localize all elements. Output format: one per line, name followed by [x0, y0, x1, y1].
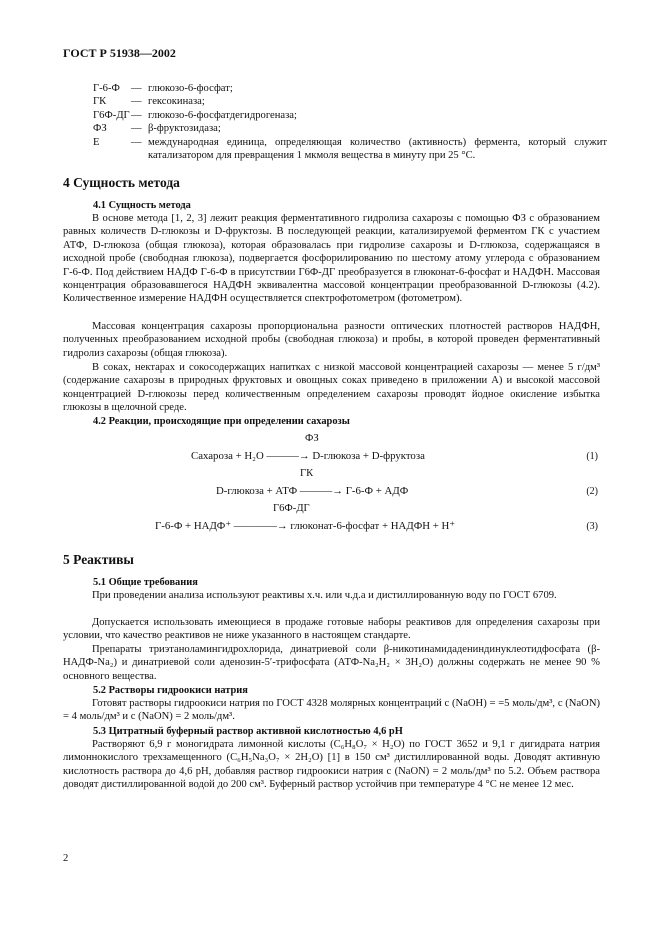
reaction-1-equation: Сахароза + H₂O ———→ D-глюкоза + D-фруктоза: [191, 450, 425, 462]
abbreviation-item: [93, 109, 607, 122]
section-5-paragraph-1: При проведении анализа используют реактивы х.ч. или ч.д.а и дистиллированную воду по ГОСТ 6709.: [92, 590, 557, 601]
abbreviation-term: Е: [93, 136, 100, 148]
abbreviation-term: Г6Ф-ДГ: [93, 109, 130, 121]
subsection-5-2-title: 5.2 Растворы гидроокиси натрия: [93, 685, 248, 696]
abbreviation-definition: глюкозо-6-фосфатдегидрогеназа;: [148, 109, 297, 121]
abbreviation-item: [93, 136, 607, 163]
abbreviation-dash: —: [131, 136, 142, 148]
section-5-title: 5 Реактивы: [63, 552, 134, 567]
reaction-2-equation: D-глюкоза + АТФ ———→ Г-6-Ф + АДФ: [216, 485, 409, 497]
subsection-5-3-title: 5.3 Цитратный буферный раствор активной кислотностью 4,6 pH: [93, 726, 403, 737]
page-header: ГОСТ Р 51938—2002: [63, 46, 176, 60]
section-4-paragraph-2: Массовая концентрация сахарозы пропорциональна разности оптических плотностей растворов НАДФН, полученных преобразованием исходной пробы (свободная глюкоза) и пробы, в которой проведен ферментативный гидролиз сахарозы (общая глюкоза).: [63, 321, 600, 359]
reaction-3-number: (3): [586, 521, 598, 532]
subsection-5-1-title: 5.1 Общие требования: [93, 577, 198, 588]
abbreviation-term: ГК: [93, 96, 107, 108]
abbreviation-term: ФЗ: [93, 123, 107, 135]
abbreviation-term: Г-6-Ф: [93, 83, 120, 94]
section-5-paragraph-4: Готовят растворы гидроокиси натрия по ГОСТ 4328 молярных концентраций c (NaOH) = =5 моль/дм³, c (NaON) = 4 моль/дм³ и c (NaON) = 2 моль/дм³.: [63, 698, 600, 723]
reaction-2: [63, 467, 600, 503]
abbreviation-dash: —: [131, 123, 142, 135]
abbreviation-definition: гексокиназа;: [148, 96, 205, 108]
subsection-4-2-title: 4.2 Реакции, происходящие при определении сахарозы: [93, 416, 350, 427]
section-5-paragraph-5: Растворяют 6,9 г моногидрата лимонной кислоты (C₆H₈O₇ × H₂O) по ГОСТ 3652 и 9,1 г дигидрата натрия лимоннокислого трехзамещенного (C₆H₅Na₃O₇ × 2H₂O) [1] в 150 см³ дистиллированной воды. Доводят активную кислотность раствора до 4,6 pH, добавляя раствор гидроокиси натрия c (NaON) = 2 моль/дм³ по 5.2. Объем раствора доводят дистиллированной водой до 200 см³. Буферный раствор устойчив при температуре 4 °С не менее 12 мес.: [63, 739, 600, 791]
section-4-paragraph-1: В основе метода [1, 2, 3] лежит реакция ферментативного гидролиза сахарозы с помощью ФЗ с образованием равных количеств D-глюкозы и D-фруктозы. В последующей реакции, катализируемой ферментом ГК с участием АТФ, D-глюкоза (общая глюкоза), которая образовалась при гидролизе сахарозы и D-глюкоза, содержащаяся в исходной пробе (свободная глюкоза), подвергается фосфорилированию по шестому атому углерода с образованием Г-6-Ф. Под действием НАДФ Г-6-Ф в присутствии Г6Ф-ДГ преобразуется в глюконат-6-фосфат и НАДФН. Массовая концентрация образовавшегося НАДФН эквивалентна массовой концентрации преобразованной D-глюкозы (4.2). Количественное измерение НАДФН осуществляется спектрофотометром (фотометром).: [63, 213, 600, 305]
abbreviation-dash: —: [131, 109, 142, 121]
abbreviation-dash: —: [131, 96, 142, 108]
reaction-2-number: (2): [586, 486, 598, 497]
abbreviation-item: [93, 95, 607, 108]
section-5-paragraph-2: Допускается использовать имеющиеся в продаже готовые наборы реактивов для определения сахарозы при условии, что качество реактивов не ниже указанного в настоящем стандарте.: [63, 617, 600, 642]
abbreviation-item: [93, 122, 607, 135]
section-4-title: 4 Сущность метода: [63, 175, 180, 190]
reaction-2-catalyst: ГК: [300, 468, 314, 479]
page-number: 2: [63, 853, 69, 864]
section-4-paragraph-3: В соках, нектарах и сокосодержащих напитках с низкой массовой концентрацией сахарозы — менее 5 г/дм³ (содержание сахарозы в природных фруктовых и овощных соках приведено в приложении А) и высокой массовой концентрацией D-глюкозы перед количественным определением сахарозы проводят йодное окисление избытка глюкозы в щелочной среде.: [63, 362, 600, 414]
abbreviation-list: [93, 82, 607, 162]
reaction-1-catalyst: ФЗ: [305, 433, 319, 444]
reaction-1-number: (1): [586, 451, 598, 462]
reaction-3-catalyst: Г6Ф-ДГ: [273, 503, 310, 514]
abbreviation-definition: β-фруктозидаза;: [148, 123, 221, 135]
section-5-paragraph-3: Препараты триэтаноламингидрохлорида, динатриевой соли β-никотинамидадениндинуклеотидфосфата (β-НАДФ-Na₂) и динатриевой соли аденозин-5′-трифосфата (АТФ-Na₂H₂ × 3H₂O) должны содержать не менее 90 % основного вещества.: [63, 644, 600, 682]
reaction-3: [63, 502, 600, 538]
reaction-3-equation: Г-6-Ф + НАДФ⁺ ————→ глюконат-6-фосфат + НАДФН + Н⁺: [155, 520, 456, 532]
abbreviation-definition: глюкозо-6-фосфат;: [148, 83, 233, 94]
subsection-4-1-title: 4.1 Сущность метода: [93, 200, 191, 211]
abbreviation-dash: —: [131, 83, 142, 94]
reaction-1: [63, 432, 600, 468]
abbreviation-definition: международная единица, определяющая количество (активность) фермента, который служит катализатором для превращения 1 мкмоля вещества в минуту при 25 °С.: [148, 136, 607, 162]
abbreviation-item: [93, 82, 607, 95]
